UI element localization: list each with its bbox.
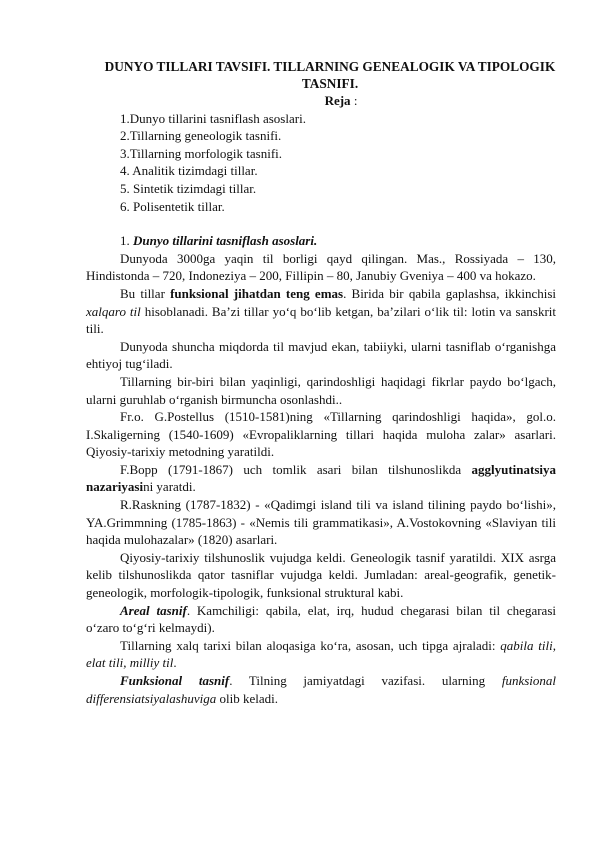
- document-body: [86, 58, 556, 707]
- section-heading: [86, 232, 556, 250]
- paragraph: Fr.o. G.Postellus (1510-1581)ning «Tillarning qarindoshligi haqida», gol.o. I.Skaligerning (1540-1609) «Evropaliklarning tillari haqida muloha zalar» asarlari. Qiyosiy-tarixiy metodning yaratildi.: [86, 409, 556, 460]
- emphasis: xalqaro til: [86, 303, 141, 319]
- emphasis: Areal tasnif: [120, 602, 187, 618]
- emphasis: agglyutinatsiya nazariyasi: [86, 461, 556, 495]
- paragraph: Dunyoda shuncha miqdorda til mavjud ekan, tabiiyki, ularni tasniflab o‘rganishga ehtiyoj tug‘iladi.: [86, 338, 556, 372]
- plan-item: 2.Tillarning geneologik tasnifi.: [120, 128, 282, 144]
- plan-item: 3.Tillarning morfologik tasnifi.: [120, 145, 283, 161]
- plan-item: 6. Polisentetik tillar.: [120, 198, 225, 214]
- paragraph: Bu tillar funksional jihatdan teng emas. Birida bir qabila gaplashsa, ikkinchisi xalqaro til hisoblanadi. Ba’zi tillar yo‘q bo‘lib ketgan, ba’zilari o‘lik til: lotin va sanskrit tili.: [86, 285, 556, 337]
- emphasis: funksional jihatdan teng emas: [170, 285, 344, 301]
- paragraph: R.Raskning (1787-1832) - «Qadimgi island tili va island tilining paydo bo‘lishi», YA.Grimmning (1785-1863) - «Nemis tili grammatikasi», A.Vostokovning «Slaviyan tili haqida mulohazalar» (1820) asarlari.: [86, 497, 556, 548]
- emphasis: Funksional tasnif: [120, 673, 230, 688]
- paragraph: Dunyoda 3000ga yaqin til borligi qayd qilingan. Mas., Rossiyada – 130, Hindistonda – 720, Indoneziya – 200, Fillipin – 80, Janubiy Gveniya – 400 va hokazo.: [86, 250, 556, 284]
- emphasis: funksional differensiatsiyalashuviga: [86, 673, 556, 706]
- section-title: Dunyo tillarini tasniflash asoslari.: [133, 233, 318, 249]
- paragraph: Qiyosiy-tarixiy tilshunoslik vujudga keldi. Geneologik tasnif yaratildi. XIX asrga kelib tilshunoslikda qator tasniflar vujudga keldi. Jumladan: areal-geografik, genetik-geneologik, morfologik-tipologik, funksional struktural kabi.: [86, 549, 556, 601]
- paragraph: Areal tasnif. Kamchiligi: qabila, elat, irq, hudud chegarasi bilan til chegarasi o‘zaro to‘g‘ri kelmaydi).: [86, 602, 556, 636]
- plan-item: 1.Dunyo tillarini tasniflash asoslari.: [120, 110, 306, 126]
- emphasis: qabila tili, elat tili, milliy til: [86, 637, 557, 671]
- plan-heading-colon: :: [350, 93, 358, 108]
- plan-item: 4. Analitik tizimdagi tillar.: [120, 163, 258, 179]
- plan-heading-label: Reja: [324, 93, 351, 108]
- plan-heading: [86, 92, 556, 110]
- plan-item: 5. Sintetik tizimdagi tillar.: [120, 180, 257, 196]
- paragraph: F.Bopp (1791-1867) uch tomlik asari bilan tilshunoslikda agglyutinatsiya nazariyasini yaratdi.: [86, 461, 556, 495]
- paragraph: Funksional tasnif. Tilning jamiyatdagi vazifasi. ularning funksional differensiatsiyalashuviga olib keladi.: [86, 673, 556, 706]
- section-number: 1.: [120, 233, 133, 249]
- paragraph: Tillarning xalq tarixi bilan aloqasiga ko‘ra, asosan, uch tipga ajraladi: qabila tili, elat tili, milliy til.: [86, 637, 557, 671]
- document-title: DUNYO TILLARI TAVSIFI. TILLARNING GENEALOGIK VA TIPOLOGIK TASNIFI.: [104, 59, 556, 91]
- spacer: [86, 215, 556, 232]
- paragraph: Tillarning bir-biri bilan yaqinligi, qarindoshligi haqidagi fikrlar paydo bo‘lgach, ularni guruhlab o‘rganish birmuncha osonlashdi..: [86, 373, 556, 407]
